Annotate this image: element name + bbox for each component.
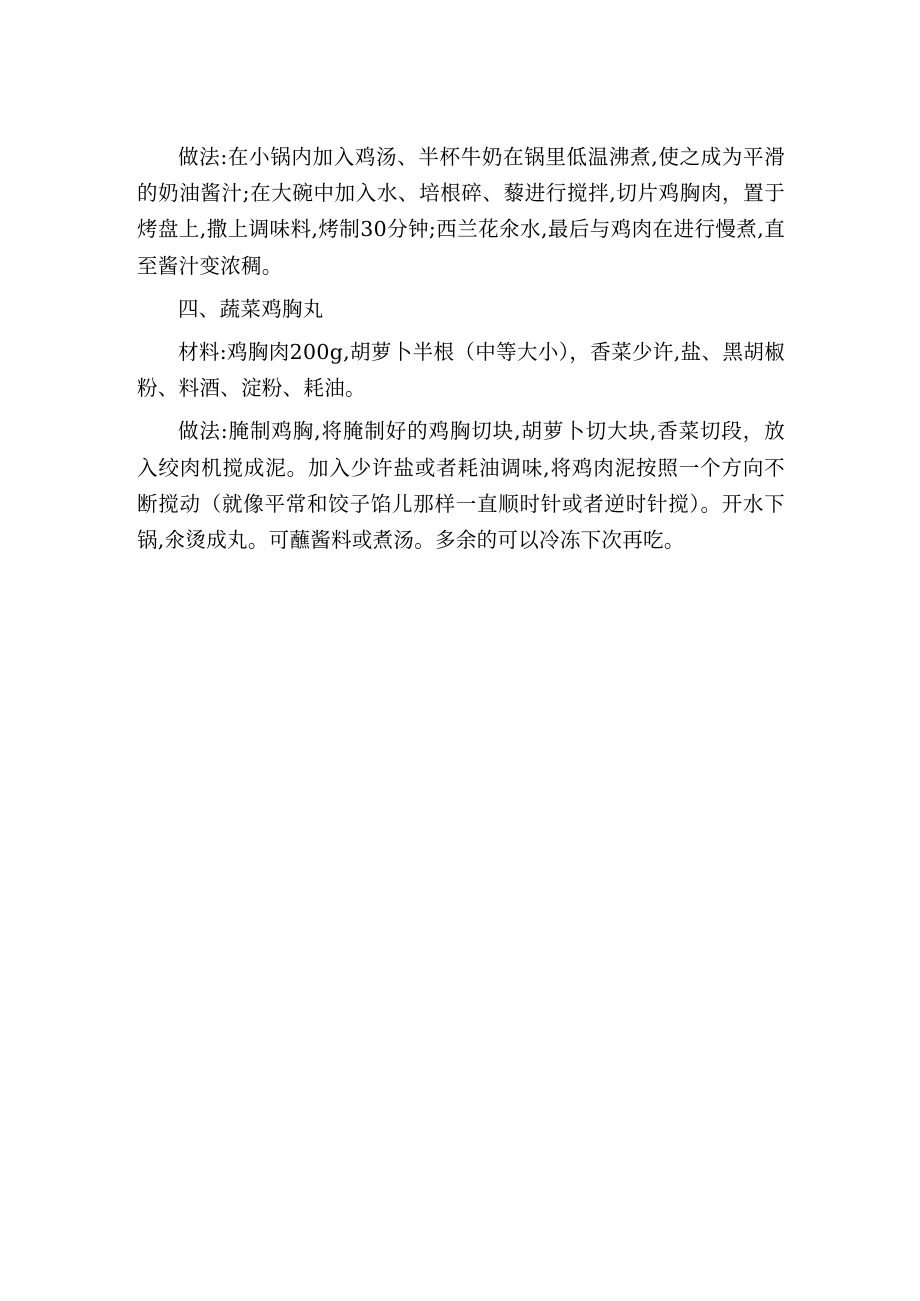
section-heading-vegetable-chicken-balls: 四、蔬菜鸡胸丸 [178, 296, 324, 321]
ingredients-paragraph: 材料:鸡胸肉200g,胡萝卜半根（中等大小），香菜少许,盐、黑胡椒粉、料酒、淀粉、耗油。 [137, 340, 785, 401]
method-paragraph-2: 做法:腌制鸡胸,将腌制好的鸡胸切块,胡萝卜切大块,香菜切段，放入绞肉机搅成泥。加入少许盐或者耗油调味,将鸡肉泥按照一个方向不断搅动（就像平常和饺子馅儿那样一直顺时针或者逆时针搅）。开水下锅,氽烫成丸。可蘸酱料或煮汤。多余的可以冷冻下次再吃。 [137, 419, 785, 553]
document-body [137, 139, 785, 558]
method-paragraph-1: 做法:在小锅内加入鸡汤、半杯牛奶在锅里低温沸煮,使之成为平滑的奶油酱汁;在大碗中加入水、培根碎、藜进行搅拌,切片鸡胸肉，置于烤盘上,撒上调味料,烤制30分钟;西兰花氽水,最后与鸡肉在进行慢煮,直至酱汁变浓稠。 [137, 145, 785, 278]
